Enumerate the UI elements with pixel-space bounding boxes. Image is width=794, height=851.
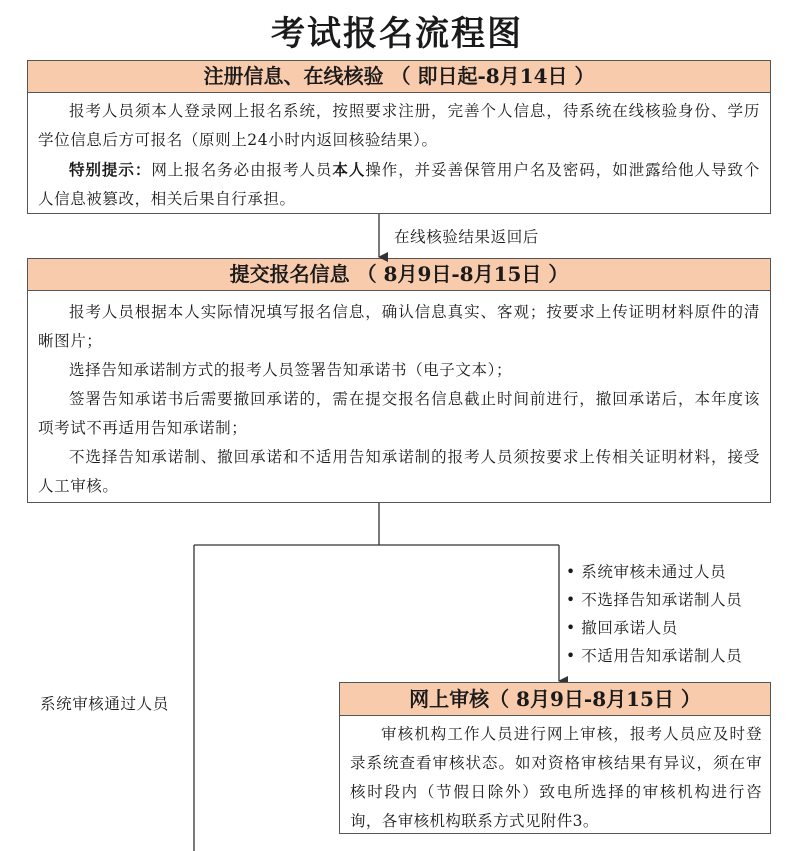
condition-item: • 不选择告知承诺制人员 [566, 586, 742, 614]
special-tip-text-a: 网上报名务必由报考人员 [151, 161, 333, 179]
special-tip-emphasis: 本人 [332, 160, 366, 179]
step-submit-heading: 提交报名信息 （ 8月9日-8月15日 ） [28, 259, 770, 291]
step-review-body [340, 716, 770, 836]
step-register-paragraph: 报考人员须本人登录网上报名系统，按照要求注册，完善个人信息，待系统在线核验身份、学历学位信息后方可报名（原则上24小时内返回核验结果）。 [38, 102, 760, 149]
condition-item: • 不适用告知承诺制人员 [566, 642, 742, 670]
step-review-paragraph: 审核机构工作人员进行网上审核，报考人员应及时登录系统查看审核状态。如对资格审核结果有异议，须在审核时段内（节假日除外）致电所选择的审核机构进行咨询，各审核机构联系方式见附件3。 [350, 725, 762, 830]
step-submit-paragraph-4: 不选择告知承诺制、撤回承诺和不适用告知承诺制的报考人员须按要求上传相关证明材料，接受人工审核。 [38, 448, 760, 495]
condition-item: • 系统审核未通过人员 [566, 558, 742, 586]
page-title: 考试报名流程图 [271, 14, 523, 54]
step-submit-paragraph-1: 报考人员根据本人实际情况填写报名信息，确认信息真实、客观；按要求上传证明材料原件的清晰图片； [38, 303, 760, 350]
condition-item: • 撤回承诺人员 [566, 614, 742, 642]
special-tip-text-b: 操作，并妥善保管用户名及密码，如泄露给他人导致个人信息被篡改，相关后果自行承担。 [38, 161, 760, 208]
step-submit-paragraph-2: 选择告知承诺制方式的报考人员签署告知承诺书（电子文本）； [69, 361, 513, 379]
step-submit-paragraph-3: 签署告知承诺书后需要撤回承诺的，需在提交报名信息截止时间前进行，撤回承诺后，本年度该项考试不再适用告知承诺制； [38, 390, 760, 437]
branch-review-conditions [566, 558, 742, 670]
arrow-verify-label: 在线核验结果返回后 [394, 228, 539, 246]
special-tip-label: 特别提示： [69, 160, 152, 179]
step-register-heading: 注册信息、在线核验 （ 即日起-8月14日 ） [28, 61, 770, 93]
branch-passed-label: 系统审核通过人员 [40, 695, 169, 713]
step-review-box [339, 682, 771, 834]
step-review-heading: 网上审核（ 8月9日-8月15日 ） [340, 683, 770, 716]
